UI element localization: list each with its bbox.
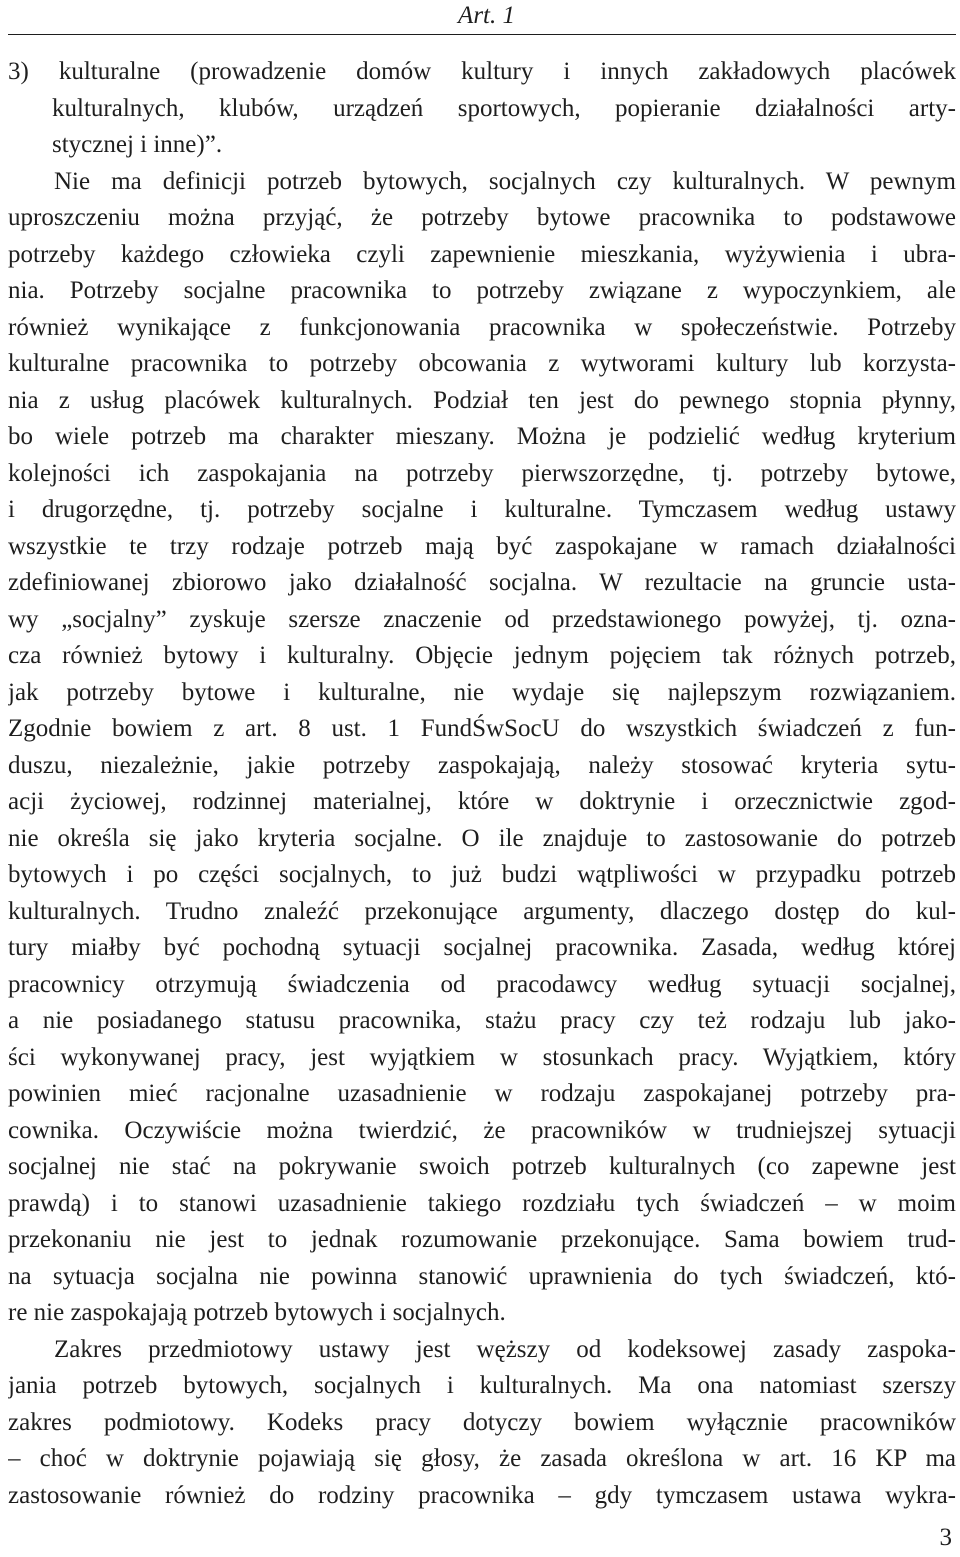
text-line: cza również bytowy i kulturalny. Objęcie jednym pojęciem tak różnych potrzeb, <box>8 642 956 669</box>
text-line: duszu, niezależnie, jakie potrzeby zaspokajają, należy stosować kryteria sytu- <box>8 751 956 779</box>
text-line: Zakres przedmiotowy ustawy jest węższy od kodeksowej zasady zaspoka- <box>54 1335 956 1363</box>
text-line: kulturalne pracownika to potrzeby obcowania z wytworami kultury lub korzysta- <box>8 350 956 377</box>
text-line: i drugorzędne, tj. potrzeby socjalne i kulturalne. Tymczasem według ustawy <box>8 496 956 523</box>
header-rule <box>8 34 956 35</box>
text-line: uproszczeniu można przyjąć, że potrzeby bytowe pracownika to podstawowe <box>8 204 956 231</box>
text-line: przekonaniu nie jest to jednak rozumowanie przekonujące. Sama bowiem trud- <box>8 1226 956 1253</box>
running-head-title: Art. 1 <box>458 2 515 29</box>
text-line: ści wykonywanej pracy, jest wyjątkiem w stosunkach pracy. Wyjątkiem, który <box>8 1043 956 1071</box>
text-line: jania potrzeb bytowych, socjalnych i kulturalnych. Ma ona natomiast szerszy <box>8 1372 956 1399</box>
text-line: potrzeby każdego człowieka czyli zapewnienie mieszkania, wyżywienia i ubra- <box>8 240 956 268</box>
text-line: – choć w doktrynie pojawiają się głosy, że zasada określona w art. 16 KP ma <box>8 1445 956 1472</box>
text-line: zakres podmiotowy. Kodeks pracy dotyczy bowiem wyłącznie pracowników <box>8 1408 956 1436</box>
text-line: pracownicy otrzymują świadczenia od pracodawcy według sytuacji socjalnej, <box>8 970 956 998</box>
text-line: bo wiele potrzeb ma charakter mieszany. Można je podzielić według kryterium <box>8 423 956 450</box>
text-line: cownika. Oczywiście można twierdzić, że pracowników w trudniejszej sytuacji <box>8 1116 956 1144</box>
text-line: kolejności ich zaspokajania na potrzeby pierwszorzędne, tj. potrzeby bytowe, <box>8 459 956 487</box>
text-line: bytowych i po części socjalnych, to już budzi wątpliwości w przypadku potrzeb <box>8 861 956 888</box>
text-line: również wynikające z funkcjonowania pracownika w społeczeństwie. Potrzeby <box>8 313 956 341</box>
text-line: Zgodnie bowiem z art. 8 ust. 1 FundŚwSocU do wszystkich świadczeń z fun- <box>8 715 956 742</box>
text-line: nia z usług placówek kulturalnych. Podział ten jest do pewnego stopnia płynny, <box>8 386 956 414</box>
text-line: stycznej i inne)”. <box>52 131 223 158</box>
text-line: socjalnej nie stać na pokrywanie swoich potrzeb kulturalnych (co zapewne jest <box>8 1153 956 1180</box>
page-number: 3 <box>939 1524 952 1551</box>
text-line: na sytuacja socjalna nie powinna stanowić uprawnienia do tych świadczeń, któ- <box>8 1262 956 1290</box>
text-line: kulturalnych, klubów, urządzeń sportowych, popieranie działalności arty- <box>52 94 956 122</box>
text-line: nie określa się jako kryteria socjalne. O ile znajduje to zastosowanie do potrzeb <box>8 824 956 852</box>
text-line: nia. Potrzeby socjalne pracownika to potrzeby związane z wypoczynkiem, ale <box>8 277 956 304</box>
text-line: Nie ma definicji potrzeb bytowych, socjalnych czy kulturalnych. W pewnym <box>54 167 956 195</box>
text-line: wszystkie te trzy rodzaje potrzeb mają być zaspokajane w ramach działalności <box>8 532 956 560</box>
text-line: jak potrzeby bytowe i kulturalne, nie wydaje się najlepszym rozwiązaniem. <box>8 678 956 706</box>
text-line: zdefiniowanej zbiorowo jako działalność socjalna. W rezultacie na gruncie usta- <box>8 569 956 596</box>
text-line: re nie zaspokajają potrzeb bytowych i socjalnych. <box>8 1299 506 1326</box>
text-line: powinien mieć racjonalne uzasadnienie w rodzaju zaspokajanej potrzeby pra- <box>8 1080 956 1107</box>
text-line: acji życiowej, rodzinnej materialnej, które w doktrynie i orzecznictwie zgod- <box>8 788 956 815</box>
text-line: tury miałby być pochodną sytuacji socjalnej pracownika. Zasada, według której <box>8 934 956 961</box>
running-header <box>0 0 960 35</box>
text-line: prawdą) i to stanowi uzasadnienie takiego rozdziału tych świadczeń – w moim <box>8 1189 956 1217</box>
text-line: kulturalnych. Trudno znaleźć przekonujące argumenty, dlaczego dostęp do kul- <box>8 897 956 925</box>
text-line: 3) kulturalne (prowadzenie domów kultury i innych zakładowych placówek <box>8 58 956 85</box>
text-line: zastosowanie również do rodziny pracownika – gdy tymczasem ustawa wykra- <box>8 1481 956 1509</box>
body-text <box>8 54 956 1514</box>
text-line: a nie posiadanego statusu pracownika, stażu pracy czy też rodzaju lub jako- <box>8 1007 956 1034</box>
text-line: wy „socjalny” zyskuje szersze znaczenie od przedstawionego powyżej, tj. ozna- <box>8 605 956 633</box>
